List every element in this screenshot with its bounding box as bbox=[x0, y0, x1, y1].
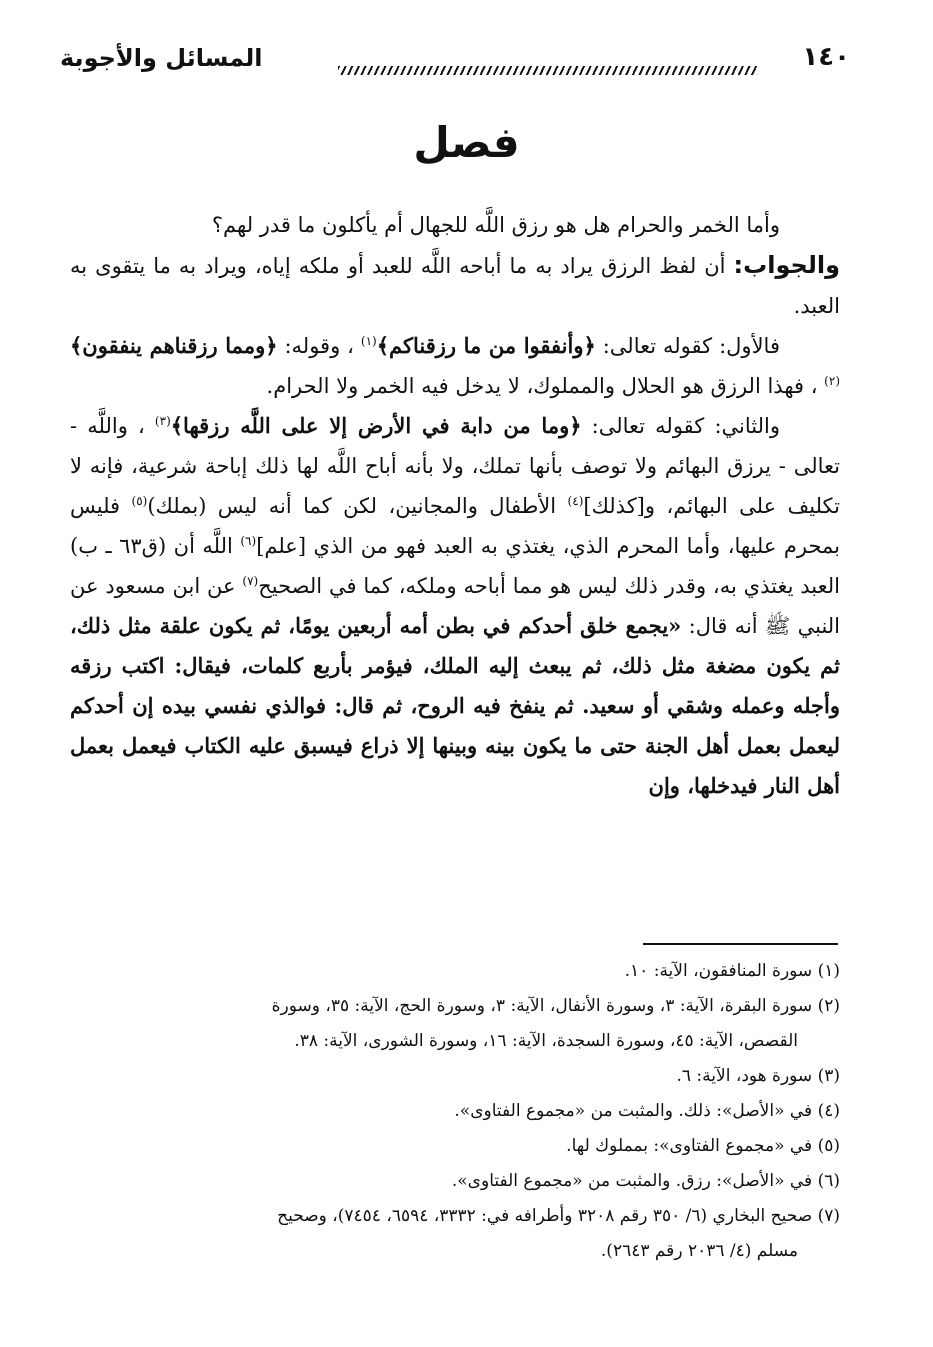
footnote-ref-5: (٥) bbox=[131, 494, 148, 508]
footnote-ref-7: (٧) bbox=[242, 574, 259, 588]
footnote-5: (٥) في «مجموع الفتاوى»: بمملوك لها. bbox=[566, 1136, 840, 1156]
second-text-2: ، واللَّه - تعالى - يرزق البهائم ولا توصف بأنها تملك، ولا بأنه أباح اللَّه لها ذلك إباحة شرعية، فإنه لا تكليف على البهائم، و[كذلك] bbox=[70, 414, 840, 518]
footnote-ref-4: (٤) bbox=[567, 494, 584, 508]
header-decorative-rule bbox=[338, 66, 758, 75]
first-text-2: ، وقوله: bbox=[277, 334, 361, 358]
second-meaning-paragraph bbox=[70, 406, 840, 806]
answer-text: أن لفظ الرزق يراد به ما أباحه اللَّه للعبد أو ملكه إياه، ويراد به ما يتقوى به العبد. bbox=[70, 254, 840, 318]
running-title: المسائل والأجوبة bbox=[60, 44, 263, 72]
footnote-2-continued: القصص، الآية: ٤٥، وسورة السجدة، الآية: ١٦، وسورة الشورى، الآية: ٣٨. bbox=[294, 1031, 798, 1051]
footnote-ref-1: (١) bbox=[360, 334, 377, 348]
first-meaning-paragraph bbox=[70, 326, 840, 406]
footnotes bbox=[70, 954, 840, 1269]
footnote-ref-3: (٣) bbox=[154, 414, 171, 428]
quran-verse-2: ﴿ومما رزقناهم ينفقون﴾ bbox=[70, 333, 278, 358]
second-text-3: الأطفال والمجانين، لكن كما أنه ليس (بملك) bbox=[147, 494, 568, 518]
page-header bbox=[60, 40, 850, 90]
answer-lead: والجواب: bbox=[733, 251, 840, 279]
footnote-6: (٦) في «الأصل»: رزق. والمثبت من «مجموع الفتاوى». bbox=[451, 1171, 840, 1191]
body-text bbox=[70, 205, 840, 806]
second-text-4: فليس بمحرم عليها، وأما المحرم الذي، يغتذي به العبد فهو من الذي [علم] bbox=[70, 494, 840, 558]
question-paragraph: وأما الخمر والحرام هل هو رزق اللَّه للجهال أم يأكلون ما قدر لهم؟ bbox=[211, 213, 780, 237]
second-text-6: عن ابن مسعود عن النبي ﷺ أنه قال: bbox=[70, 574, 841, 638]
footnote-1: (١) سورة المنافقون، الآية: ١٠. bbox=[624, 961, 840, 981]
footnote-7-continued: مسلم (٤/ ٢٠٣٦ رقم ٢٦٤٣). bbox=[600, 1241, 798, 1261]
footnote-4: (٤) في «الأصل»: ذلك. والمثبت من «مجموع الفتاوى». bbox=[454, 1101, 840, 1121]
first-text-1: فالأول: كقوله تعالى: bbox=[595, 334, 780, 358]
footnote-separator bbox=[643, 943, 838, 945]
hadith-quote: «يجمع خلق أحدكم في بطن أمه أربعين يومًا، ثم يكون علقة مثل ذلك، ثم يكون مضغة مثل ذلك، ثم يبعث إليه الملك، فيؤمر بأربع كلمات، فيقال: اكتب رزقه وأجله وعمله وشقي أو سعيد. ثم ينفخ فيه الروح، ثم قال: فوالذي نفسي بيده إن أحدكم ليعمل بعمل أهل الجنة حتى ما يكون بينه وبينها إلا ذراع فيسبق عليه الكتاب فيعمل بعمل أهل النار فيدخلها، وإن bbox=[70, 613, 840, 798]
footnote-3: (٣) سورة هود، الآية: ٦. bbox=[676, 1066, 840, 1086]
footnote-ref-6: (٦) bbox=[240, 534, 257, 548]
quran-verse-1: ﴿وأنفقوا من ما رزقناكم﴾ bbox=[376, 333, 596, 358]
section-title: فصل bbox=[413, 118, 520, 167]
page-number: ١٤٠ bbox=[802, 42, 850, 72]
answer-paragraph bbox=[70, 245, 840, 326]
footnote-ref-2: (٢) bbox=[824, 374, 840, 388]
footnote-2: (٢) سورة البقرة، الآية: ٣، وسورة الأنفال، الآية: ٣، وسورة الحج، الآية: ٣٥، وسورة bbox=[271, 996, 840, 1016]
second-text-5: اللَّه أن (ق٦٣ ـ ب) العبد يغتذي به، وقدر ذلك ليس هو مما أباحه وملكه، كما في الصحيح bbox=[70, 534, 840, 598]
first-text-3: ، فهذا الرزق هو الحلال والمملوك، لا يدخل فيه الخمر ولا الحرام. bbox=[266, 374, 825, 398]
quran-verse-3: ﴿وما من دابة في الأرض إلا على اللَّه رزقها﴾ bbox=[170, 413, 582, 438]
footnote-7: (٧) صحيح البخاري (٦/ ٣٥٠ رقم ٣٢٠٨ وأطرافه في: ٣٣٣٢، ٦٥٩٤، ٧٤٥٤)، وصحيح bbox=[277, 1206, 840, 1226]
second-text-1: والثاني: كقوله تعالى: bbox=[581, 414, 780, 438]
